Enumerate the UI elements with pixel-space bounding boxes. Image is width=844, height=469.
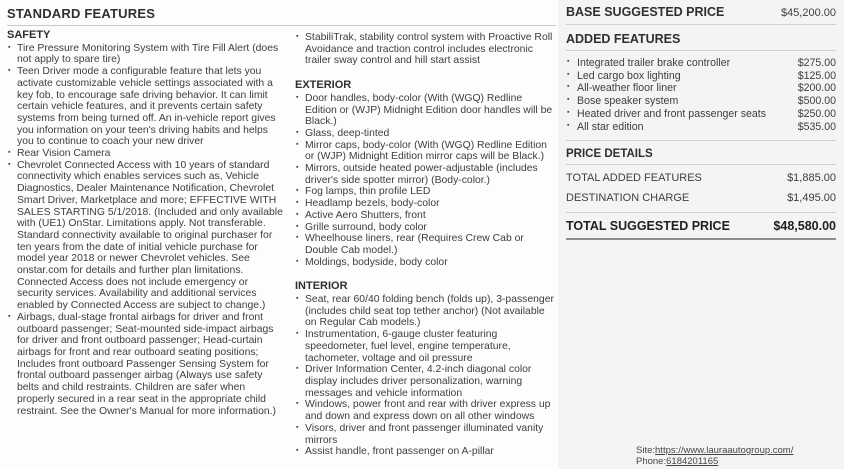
added-feature-price: $200.00 [797,82,836,95]
detail-value: $1,885.00 [787,172,836,185]
section-heading-interior: INTERIOR [295,280,348,293]
site-line [636,445,793,456]
detail-value: $1,495.00 [787,192,836,205]
total-label: TOTAL SUGGESTED PRICE [566,219,730,234]
added-feature-label: ▪ Led cargo box lighting [577,69,681,82]
feature-item: ▪ Chevrolet Connected Access with 10 years of standard connectivity which enables services such as, Vehicle Diagnostics, Dealer Maintenance Notification, Chevrolet Smart Driver, Marketplace and more; EFFECTIVE WITH SALES STARTING 5/1/2018. (Included and only available with (UE1) OnStar. Limitations apply. Not transferable. Standard connectivity available to original purchaser for ten years from the date of initial vehicle purchase for model year 2018 or newer Chevrolet vehicles. See onstar.com for details and further plan limitations. Connected Access does not include emergency or security services. Availability and additional services enabled by Connected Access are subject to change.) [7,160,284,312]
base-price-value: $45,200.00 [780,7,836,19]
added-feature-row [566,70,836,83]
safety-list [7,43,284,418]
destination-charge-row [566,188,836,208]
added-features-heading: ADDED FEATURES [566,25,836,51]
feature-item: ▪ Door handles, body-color (With (WGQ) Redline Edition or (WJP) Midnight Edition door handles will be Black.) [295,93,555,128]
feature-item: ▪ Visors, driver and front passenger illuminated vanity mirrors [295,423,555,446]
feature-item: ▪ Windows, power front and rear with driver express up and down and express down on all other windows [295,399,555,422]
added-features-list [566,51,836,141]
feature-item: ▪ Headlamp bezels, body-color [295,198,555,210]
exterior-list [295,93,555,269]
added-feature-row [566,108,836,121]
phone-label: Phone: [636,456,667,467]
price-details-heading: PRICE DETAILS [566,141,836,165]
feature-item: ▪ Wheelhouse liners, rear (Requires Crew Cab or Double Cab model.) [295,233,555,256]
base-price-row [566,3,836,25]
added-feature-label: ▪ Integrated trailer brake controller [577,57,731,69]
detail-label: DESTINATION CHARGE [566,192,690,205]
added-feature-label: ▪ All star edition [577,120,644,133]
feature-item: ▪ Tire Pressure Monitoring System with Tire Fill Alert (does not apply to spare tire) [7,43,284,66]
site-label: Site: [636,445,656,456]
feature-item: ▪ Mirror caps, body-color (With (WGQ) Redline Edition or (WJP) Midnight Edition mirror caps will be Black.) [295,140,555,163]
phone-link[interactable]: 6184201165 [666,456,719,467]
section-heading-exterior: EXTERIOR [295,79,352,92]
feature-item: ▪ Active Aero Shutters, front [295,210,555,222]
added-feature-row [566,57,836,70]
column-safety [7,30,284,458]
feature-item: ▪ Rear Vision Camera [7,148,284,160]
phone-line [636,456,793,467]
section-heading-safety: SAFETY [7,29,51,41]
feature-item: ▪ Driver Information Center, 4.2-inch diagonal color display includes driver personalization, warning messages and vehicle information [295,364,555,399]
feature-item: ▪ Mirrors, outside heated power-adjustable (includes driver's side spotter mirror) (Body-color.) [295,163,555,186]
page-title: STANDARD FEATURES [7,4,556,26]
pricing-panel [558,0,844,469]
added-feature-label: ▪ Heated driver and front passenger seats [577,107,767,120]
total-value: $48,580.00 [773,219,836,234]
feature-item: ▪ Airbags, dual-stage frontal airbags for driver and front outboard passenger; Seat-mounted side-impact airbags for driver and front outboard passenger; Head-curtain airbags for front and rear outboard seating positions; Includes front outboard Passenger Sensing System for frontal outboard passenger airbag (Always use safety belts and child restraints. Children are safer when properly secured in a rear seat in the appropriate child restraint. See the Owner's Manual for more information.) [7,312,284,417]
added-feature-price: $125.00 [797,69,836,82]
price-details-rows [566,165,836,213]
feature-item: ▪ Grille surround, body color [295,222,555,234]
feature-item: ▪ Fog lamps, thin profile LED [295,186,555,198]
added-feature-price: $500.00 [797,95,836,108]
added-feature-row [566,82,836,95]
added-feature-label: ▪ Bose speaker system [577,95,679,108]
feature-item: ▪ StabiliTrak, stability control system with Proactive Roll Avoidance and traction control includes electronic trailer sway control and hill start assist [295,32,555,67]
feature-item: ▪ Moldings, bodyside, body color [295,257,555,269]
feature-item: ▪ Glass, deep-tinted [295,128,555,140]
feature-item: ▪ Teen Driver mode a configurable feature that lets you activate customizable vehicle settings associated with a key fob, to encourage safe driving behavior. It can limit certain vehicle features, and it prevents certain safety systems from being turned off. An in-vehicle report gives you information on your teen's driving habits and helps you to continue to coach your new driver [7,66,284,148]
feature-item: ▪ Assist handle, front passenger on A-pillar [295,446,555,458]
feature-item: ▪ Instrumentation, 6-gauge cluster featuring speedometer, fuel level, engine temperature, tachometer, voltage and oil pressure [295,329,555,364]
site-link[interactable]: https://www.lauraautogroup.com/ [655,445,794,456]
added-feature-row [566,121,836,134]
feature-item: ▪ Seat, rear 60/40 folding bench (folds up), 3-passenger (includes child seat top tether anchor) (Not available on Regular Cab models.) [295,294,555,329]
detail-label: TOTAL ADDED FEATURES [566,172,702,185]
total-suggested-price-row [566,213,836,240]
dealer-contact [636,445,793,467]
added-feature-price: $275.00 [797,57,836,69]
column-exterior-interior [295,30,555,458]
general-list [295,32,555,67]
added-feature-price: $250.00 [797,107,836,120]
added-feature-label: ▪ All-weather floor liner [577,82,677,95]
base-price-label: BASE SUGGESTED PRICE [566,5,725,19]
feature-columns [7,26,558,458]
total-added-features-row [566,168,836,188]
interior-list [295,294,555,458]
added-feature-price: $535.00 [797,120,836,133]
added-feature-row [566,95,836,108]
